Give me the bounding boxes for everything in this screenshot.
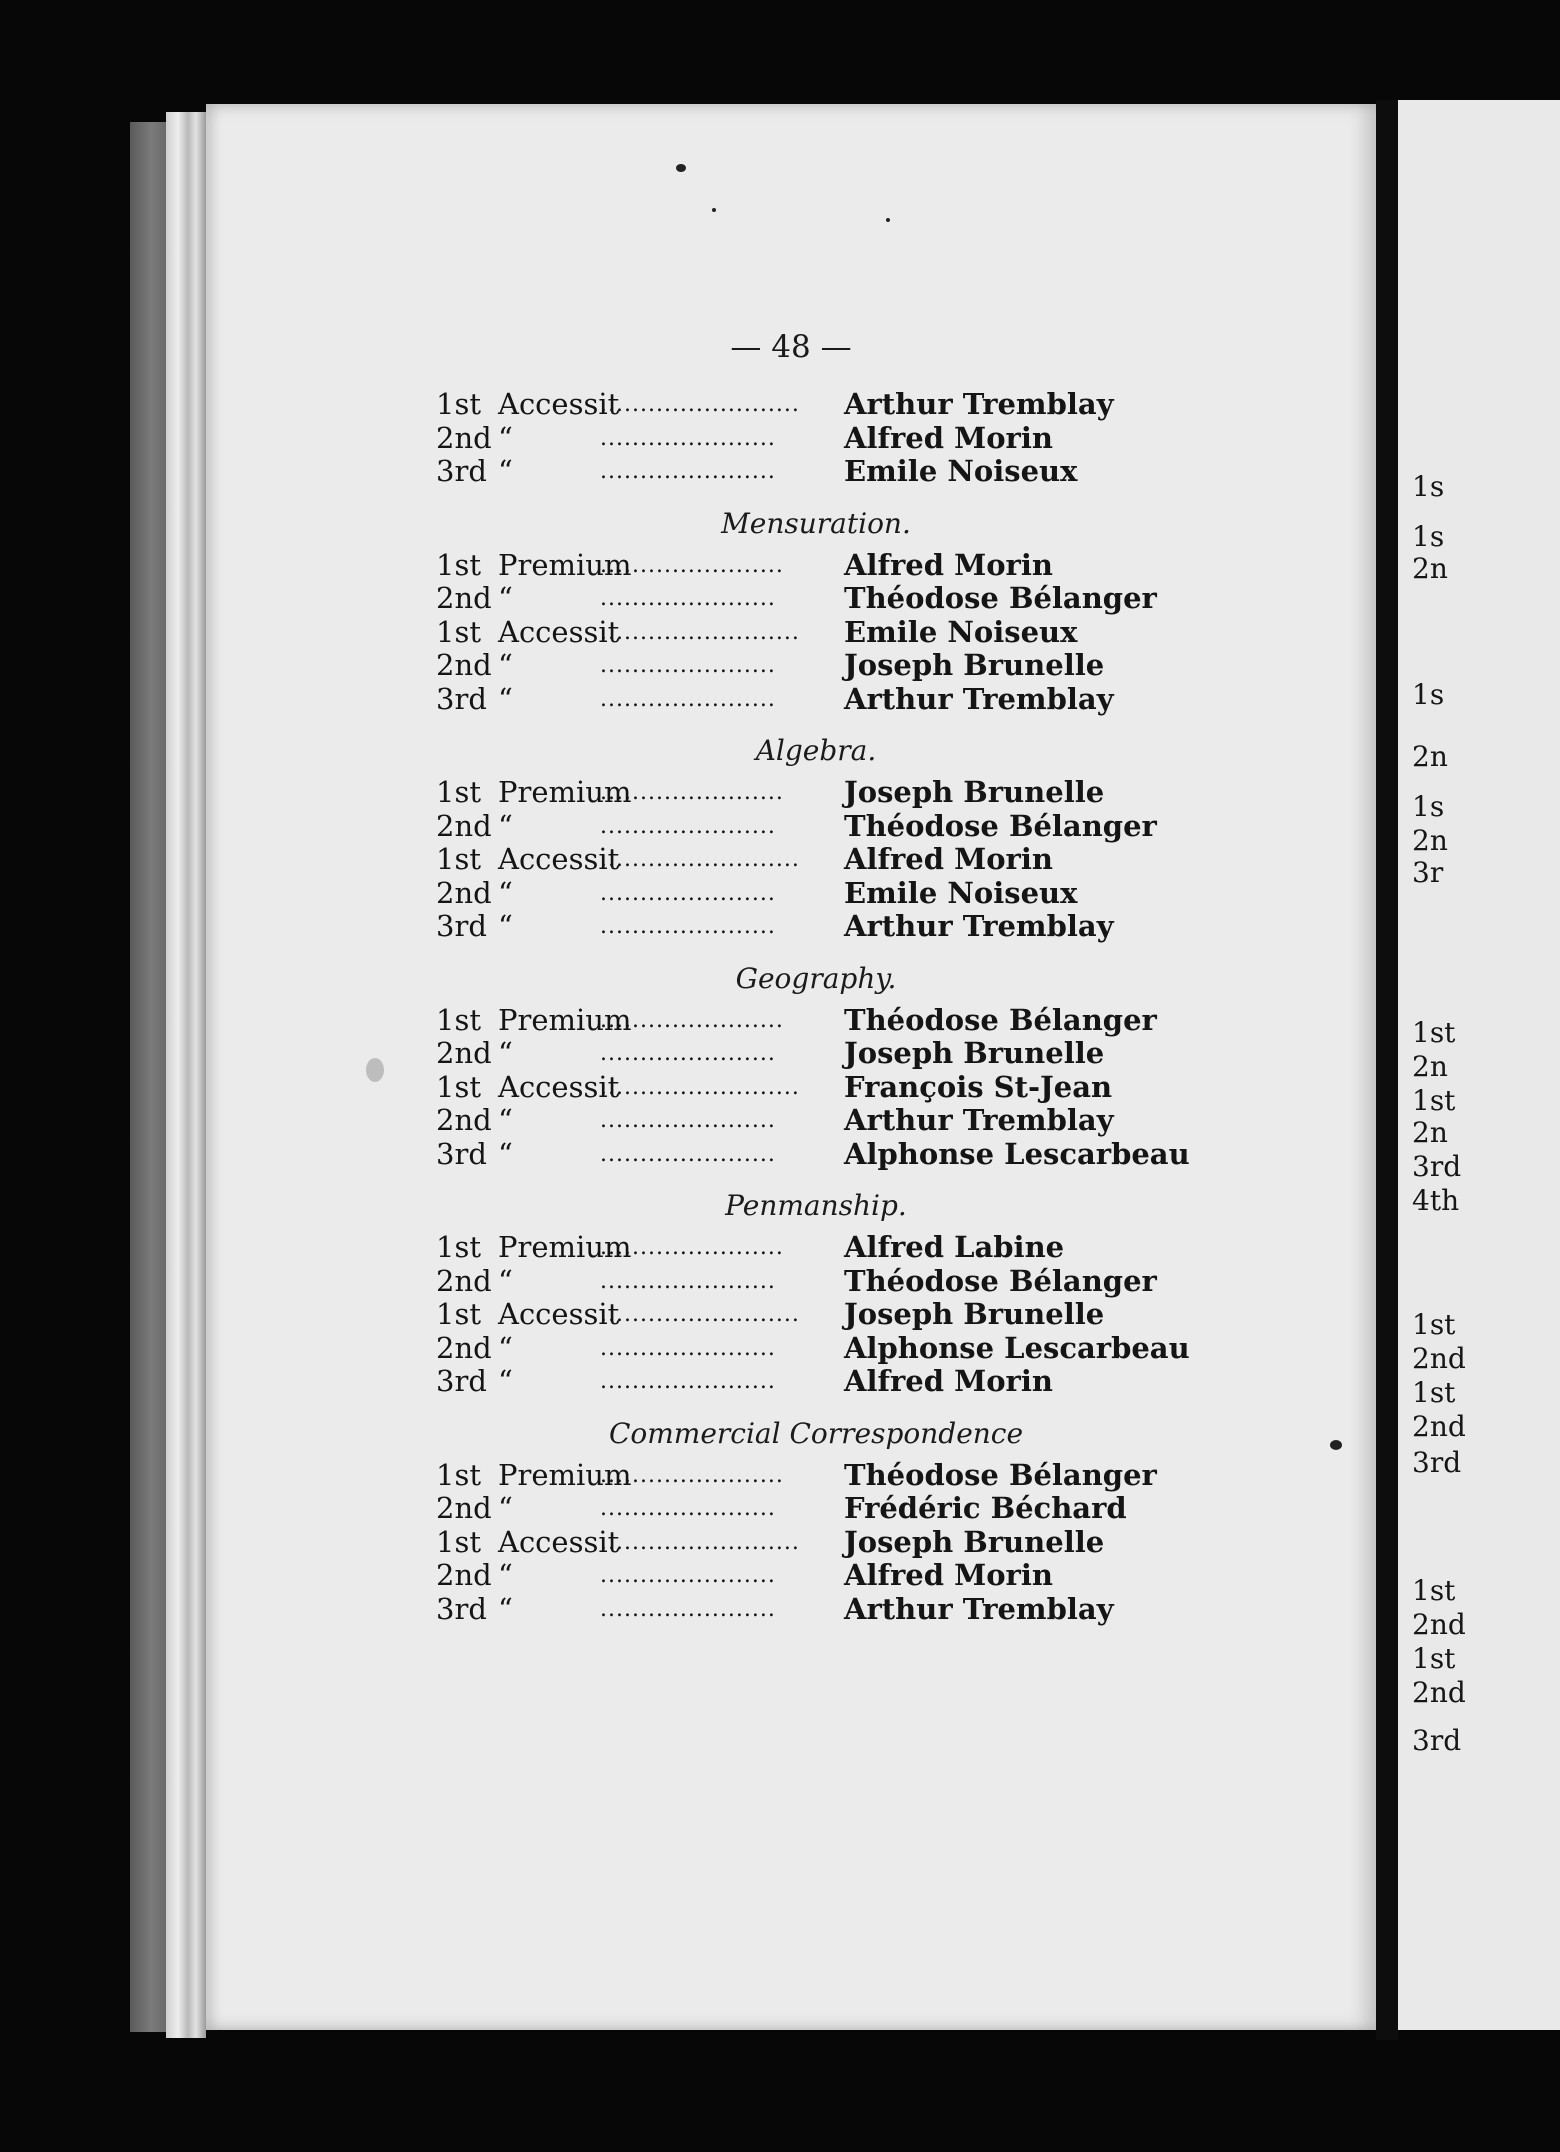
- leader-dots: ......................: [600, 425, 776, 451]
- facing-page-text: 3r: [1412, 856, 1444, 889]
- prize-rank: 3rd: [436, 909, 487, 943]
- subject-section: [436, 1171, 1196, 1399]
- prize-type: “: [498, 1558, 513, 1592]
- facing-page-text: 1s: [1412, 790, 1445, 823]
- prize-type: “: [498, 1364, 513, 1398]
- prize-type: “: [498, 1330, 513, 1365]
- prize-row: [436, 1459, 1196, 1493]
- scan-speck: [676, 164, 686, 172]
- prize-rank: 1st: [436, 547, 481, 582]
- prize-row: [436, 910, 1196, 944]
- book-edge-dark: [130, 122, 166, 2032]
- prize-rank: 1st: [436, 842, 481, 876]
- winner-name: Frédéric Béchard: [844, 1491, 1127, 1525]
- prize-rank: 1st: [436, 1297, 481, 1331]
- prize-rank: 2nd: [436, 648, 492, 682]
- leader-dots: ......................: [600, 1041, 776, 1066]
- facing-page-text: 4th: [1412, 1184, 1460, 1217]
- winner-name: Alfred Labine: [844, 1230, 1065, 1264]
- prize-rank: 2nd: [436, 1263, 492, 1298]
- winner-name: Arthur Tremblay: [844, 681, 1114, 716]
- facing-page-text: 1st: [1412, 1642, 1456, 1675]
- prize-row: [436, 1526, 1196, 1560]
- prize-type: “: [498, 648, 513, 682]
- prize-type: Premium: [498, 547, 632, 582]
- prize-rank: 1st: [436, 775, 481, 809]
- leader-dots: ......................: [600, 880, 776, 906]
- winner-name: Emile Noiseux: [844, 875, 1078, 910]
- leader-dots: ......................: [600, 1268, 776, 1294]
- prize-row: [436, 422, 1196, 456]
- facing-page-text: 1st: [1412, 1574, 1456, 1607]
- facing-page-text: 3rd: [1412, 1724, 1462, 1757]
- prize-rank: 3rd: [436, 454, 487, 488]
- prize-rank: 1st: [436, 1524, 481, 1559]
- leader-dots: .........................: [600, 1302, 800, 1327]
- facing-page-text: 2n: [1412, 1050, 1448, 1083]
- subject-section: [436, 1399, 1196, 1627]
- prize-row: [436, 388, 1196, 422]
- leader-dots: .......................: [600, 1462, 784, 1488]
- winner-name: Alphonse Lescarbeau: [844, 1136, 1190, 1171]
- prize-type: “: [498, 1491, 513, 1525]
- facing-page-text: 2nd: [1412, 1608, 1466, 1641]
- scan-speck: [712, 208, 716, 212]
- prize-row: [436, 683, 1196, 717]
- facing-page-text: 1st: [1412, 1376, 1456, 1409]
- facing-page-text: 1st: [1412, 1308, 1456, 1341]
- subject-sections: [436, 489, 1196, 1627]
- prize-type: “: [498, 875, 513, 910]
- leader-dots: ......................: [600, 459, 776, 484]
- winner-name: Emile Noiseux: [844, 614, 1078, 649]
- subject-heading: Penmanship.: [725, 1189, 907, 1222]
- leader-dots: .......................: [600, 780, 784, 805]
- prize-type: “: [498, 909, 513, 943]
- leader-dots: .......................: [600, 1235, 784, 1260]
- prize-type: Accessit: [498, 1297, 620, 1331]
- prize-rank: 2nd: [436, 1103, 492, 1137]
- facing-page-text: 2n: [1412, 824, 1448, 857]
- facing-page-text: 2nd: [1412, 1676, 1466, 1709]
- prize-row: [436, 1492, 1196, 1526]
- subject-heading: Algebra.: [755, 734, 877, 767]
- prize-row: [436, 1332, 1196, 1366]
- prize-rank: 1st: [436, 1069, 481, 1104]
- subject-heading: Geography.: [735, 961, 897, 995]
- prize-type: “: [498, 420, 513, 455]
- prize-type: Premium: [498, 1230, 632, 1264]
- prize-row: [436, 549, 1196, 583]
- facing-page-text: 1s: [1412, 678, 1445, 711]
- leader-dots: ......................: [600, 1563, 776, 1588]
- prize-row: [436, 810, 1196, 844]
- winner-name: Alfred Morin: [844, 1364, 1053, 1398]
- subject-section: [436, 716, 1196, 944]
- prize-rank: 3rd: [436, 1591, 487, 1626]
- prize-type: “: [498, 1263, 513, 1298]
- leader-dots: ......................: [600, 813, 776, 839]
- facing-page-text: 3rd: [1412, 1150, 1462, 1183]
- leader-dots: .......................: [600, 552, 784, 578]
- prize-rank: 1st: [436, 614, 481, 649]
- prize-row: [436, 776, 1196, 810]
- prize-row: [436, 843, 1196, 877]
- prize-row: [436, 1037, 1196, 1071]
- subject-section: [436, 944, 1196, 1172]
- prize-rank: 2nd: [436, 420, 492, 455]
- scan-speck: [1330, 1440, 1342, 1450]
- prize-type: “: [498, 1136, 513, 1171]
- prize-row: [436, 1265, 1196, 1299]
- leader-dots: ......................: [600, 1596, 776, 1622]
- prize-type: “: [498, 581, 513, 615]
- prize-type: “: [498, 454, 513, 488]
- facing-page-text: 2nd: [1412, 1410, 1466, 1443]
- prize-rank: 1st: [436, 1230, 481, 1264]
- prize-rank: 1st: [436, 1457, 481, 1492]
- prize-type: Accessit: [498, 842, 620, 876]
- prize-row: [436, 1231, 1196, 1265]
- prize-rank: 3rd: [436, 1364, 487, 1398]
- subject-heading: Commercial Correspondence: [608, 1416, 1024, 1450]
- winner-name: Arthur Tremblay: [844, 387, 1114, 421]
- page-number: — 48 —: [730, 329, 852, 365]
- prize-rank: 3rd: [436, 1136, 487, 1171]
- prize-type: Premium: [498, 1002, 632, 1037]
- subject-section: [436, 489, 1196, 717]
- winner-name: Joseph Brunelle: [844, 1297, 1105, 1331]
- winner-name: François St-Jean: [844, 1069, 1113, 1104]
- prize-row: [436, 1004, 1196, 1038]
- winner-name: Emile Noiseux: [844, 454, 1078, 488]
- winner-name: Théodose Bélanger: [844, 1263, 1157, 1298]
- winner-name: Théodose Bélanger: [844, 1002, 1157, 1037]
- winner-name: Joseph Brunelle: [844, 1036, 1105, 1070]
- facing-page-fragment: [1398, 100, 1560, 2030]
- leader-dots: ......................: [600, 914, 776, 939]
- prize-rank: 2nd: [436, 1558, 492, 1592]
- prize-row: [436, 1138, 1196, 1172]
- book-edge-pages: [166, 112, 206, 2038]
- prize-type: Accessit: [498, 1069, 620, 1104]
- prize-rank: 1st: [436, 387, 481, 421]
- prize-rank: 2nd: [436, 1036, 492, 1070]
- intro-rows: [436, 388, 1196, 489]
- scan-speck: [886, 218, 890, 222]
- prize-row: [436, 1071, 1196, 1105]
- prize-row: [436, 877, 1196, 911]
- prize-type: Accessit: [498, 614, 620, 649]
- leader-dots: .........................: [600, 847, 800, 872]
- prize-rank: 2nd: [436, 1491, 492, 1525]
- prize-type: Premium: [498, 775, 632, 809]
- leader-dots: .......................: [600, 1007, 784, 1033]
- prize-rank: 2nd: [436, 808, 492, 843]
- facing-page-text: 2nd: [1412, 1342, 1466, 1375]
- leader-dots: ......................: [600, 586, 776, 611]
- winner-name: Arthur Tremblay: [844, 1591, 1114, 1626]
- prize-row: [436, 1104, 1196, 1138]
- leader-dots: ......................: [600, 1108, 776, 1133]
- winner-name: Joseph Brunelle: [844, 648, 1105, 682]
- prize-list: [436, 388, 1196, 1626]
- facing-page-text: 1st: [1412, 1016, 1456, 1049]
- prize-type: “: [498, 808, 513, 843]
- winner-name: Joseph Brunelle: [844, 1524, 1105, 1559]
- facing-page-text: 2n: [1412, 740, 1448, 773]
- prize-row: [436, 1298, 1196, 1332]
- prize-type: “: [498, 1036, 513, 1070]
- book-gutter: [1376, 100, 1398, 2040]
- leader-dots: ......................: [600, 1141, 776, 1167]
- facing-page-text: 2n: [1412, 1116, 1448, 1149]
- prize-row: [436, 455, 1196, 489]
- prize-row: [436, 1559, 1196, 1593]
- winner-name: Alfred Morin: [844, 547, 1053, 582]
- prize-row: [436, 649, 1196, 683]
- scan-speck: [366, 1058, 384, 1082]
- winner-name: Arthur Tremblay: [844, 909, 1114, 943]
- prize-type: “: [498, 1103, 513, 1137]
- prize-row: [436, 1593, 1196, 1627]
- leader-dots: ......................: [600, 1369, 776, 1394]
- prize-rank: 2nd: [436, 875, 492, 910]
- winner-name: Arthur Tremblay: [844, 1103, 1114, 1137]
- winner-name: Alfred Morin: [844, 1558, 1053, 1592]
- leader-dots: .........................: [600, 1529, 800, 1555]
- leader-dots: .........................: [600, 619, 800, 645]
- facing-page-text: 2n: [1412, 552, 1448, 585]
- prize-row: [436, 1365, 1196, 1399]
- facing-page-text: 1s: [1412, 470, 1445, 503]
- leader-dots: ......................: [600, 653, 776, 678]
- prize-rank: 1st: [436, 1002, 481, 1037]
- prize-rank: 3rd: [436, 681, 487, 716]
- facing-page-text: 3rd: [1412, 1446, 1462, 1479]
- page-48: [206, 104, 1376, 2030]
- prize-row: [436, 582, 1196, 616]
- winner-name: Alfred Morin: [844, 420, 1053, 455]
- prize-type: Premium: [498, 1457, 632, 1492]
- prize-rank: 2nd: [436, 581, 492, 615]
- leader-dots: ......................: [600, 1335, 776, 1361]
- leader-dots: ......................: [600, 686, 776, 712]
- winner-name: Joseph Brunelle: [844, 775, 1105, 809]
- prize-type: Accessit: [498, 1524, 620, 1559]
- prize-type: Accessit: [498, 387, 620, 421]
- winner-name: Alfred Morin: [844, 842, 1053, 876]
- prize-row: [436, 616, 1196, 650]
- prize-type: “: [498, 681, 513, 716]
- prize-rank: 2nd: [436, 1330, 492, 1365]
- winner-name: Alphonse Lescarbeau: [844, 1330, 1190, 1365]
- leader-dots: ......................: [600, 1496, 776, 1521]
- winner-name: Théodose Bélanger: [844, 581, 1157, 615]
- subject-heading: Mensuration.: [721, 506, 911, 540]
- winner-name: Théodose Bélanger: [844, 1457, 1157, 1492]
- prize-type: “: [498, 1591, 513, 1626]
- winner-name: Théodose Bélanger: [844, 808, 1157, 843]
- facing-page-text: 1st: [1412, 1084, 1456, 1117]
- leader-dots: .........................: [600, 392, 800, 417]
- leader-dots: .........................: [600, 1074, 800, 1100]
- facing-page-text: 1s: [1412, 520, 1445, 553]
